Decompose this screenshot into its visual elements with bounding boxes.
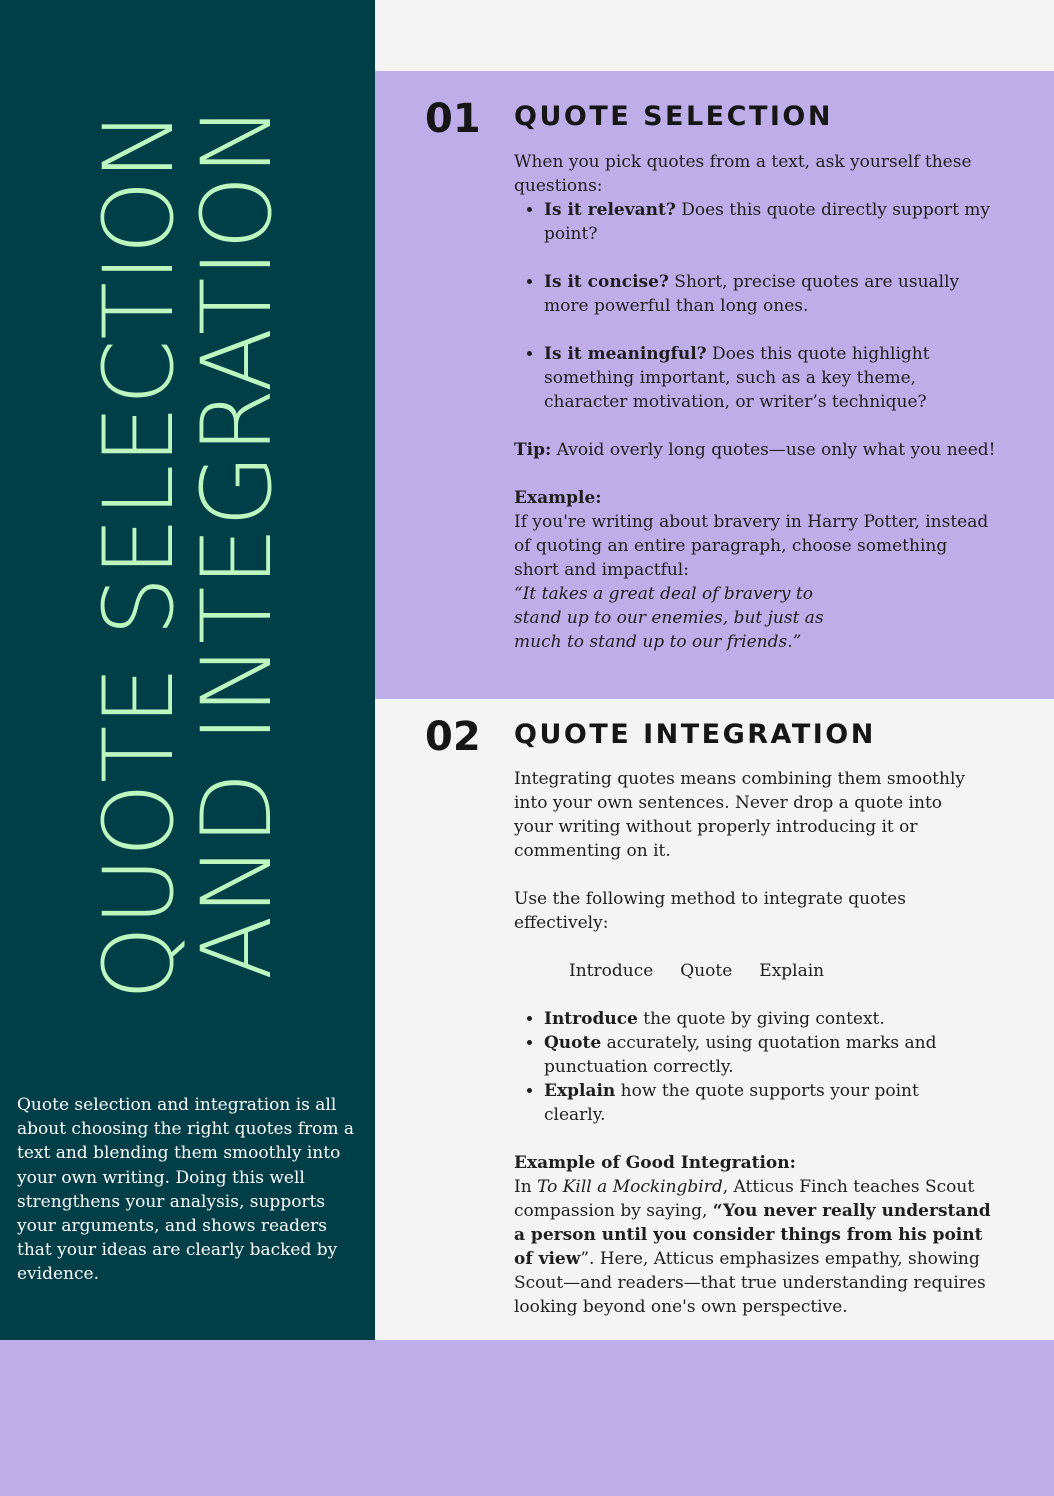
list-item-bold: Explain	[544, 1081, 616, 1101]
integration-example-label: Example of Good Integration:	[514, 1153, 796, 1173]
list-item-text: Does this quote highlight something important, such as a key theme, character motivation, or writer’s technique?	[544, 344, 930, 412]
section-1-question-list	[544, 198, 996, 414]
list-item	[544, 1007, 964, 1031]
integration-example-text: In To Kill a Mockingbird, Atticus Finch teaches Scout compassion by saying, “You never really understand a person until you consider things from his point of view”. Here, Atticus emphasizes empathy, showing Scout—and readers—that true understanding requires looking beyond one's own perspective.	[514, 1177, 991, 1317]
method-step-explain: Explain	[759, 961, 825, 981]
section-2-method-list	[544, 1007, 964, 1127]
list-item	[544, 1031, 964, 1079]
tip-label: Tip:	[514, 440, 552, 460]
vertical-title	[0, 0, 375, 1030]
example-quote: “It takes a great deal of bravery to stand up to our enemies, but just as much to stand up to our friends.”	[514, 584, 824, 652]
list-item-text: accurately, using quotation marks and punctuation correctly.	[544, 1033, 937, 1077]
section-2-body	[514, 767, 996, 1319]
list-item-text: Does this quote directly support my point?	[544, 200, 991, 244]
list-item-text: the quote by giving context.	[637, 1009, 885, 1029]
list-item-bold: Is it concise?	[544, 272, 669, 292]
book-title: To Kill a Mockingbird	[537, 1177, 723, 1197]
list-item-text: Short, precise quotes are usually more powerful than long ones.	[544, 272, 960, 316]
list-item	[544, 270, 996, 318]
list-item	[544, 342, 996, 414]
list-item-text: how the quote supports your point clearly.	[544, 1081, 919, 1125]
tip	[514, 438, 996, 462]
footer-band	[0, 1340, 1054, 1496]
list-item	[544, 1079, 964, 1127]
vertical-title-graphic	[0, 0, 375, 1030]
list-item	[544, 198, 996, 246]
list-item-bold: Is it meaningful?	[544, 344, 707, 364]
method-step-introduce: Introduce	[569, 961, 654, 981]
section-2-number: 02	[425, 714, 481, 760]
section-1-body	[514, 150, 996, 654]
section-1-number: 01	[425, 96, 481, 142]
section-1-intro: When you pick quotes from a text, ask yourself these questions:	[514, 152, 972, 196]
section-1-heading: QUOTE SELECTION	[514, 101, 833, 132]
list-item-bold: Quote	[544, 1033, 602, 1053]
example-label: Example:	[514, 488, 602, 508]
section-2-heading: QUOTE INTEGRATION	[514, 719, 876, 750]
sidebar	[0, 0, 375, 1340]
section-2-intro: Integrating quotes means combining them smoothly into your own sentences. Never drop a quote into your writing without properly introducing it or commenting on it.	[514, 769, 965, 861]
method-steps	[569, 959, 996, 983]
example-text: If you're writing about bravery in Harry Potter, instead of quoting an entire paragraph, choose something short and impactful:	[514, 512, 989, 580]
method-step-quote: Quote	[680, 961, 733, 981]
tip-text: Avoid overly long quotes—use only what you need!	[551, 440, 996, 460]
sidebar-intro: Quote selection and integration is all about choosing the right quotes from a text and blending them smoothly into your own writing. Doing this well strengthens your analysis, supports your arguments, and shows readers that your ideas are clearly backed by evidence.	[17, 1095, 355, 1285]
list-item-bold: Introduce	[544, 1009, 638, 1029]
title-line-2: AND INTEGRATION	[181, 88, 293, 980]
integrated-quote: “You never really understand a person until you consider things from his point of view	[514, 1201, 991, 1269]
title-line-1: QUOTE SELECTION	[83, 91, 195, 1000]
method-intro: Use the following method to integrate quotes effectively:	[514, 889, 906, 933]
list-item-bold: Is it relevant?	[544, 200, 676, 220]
